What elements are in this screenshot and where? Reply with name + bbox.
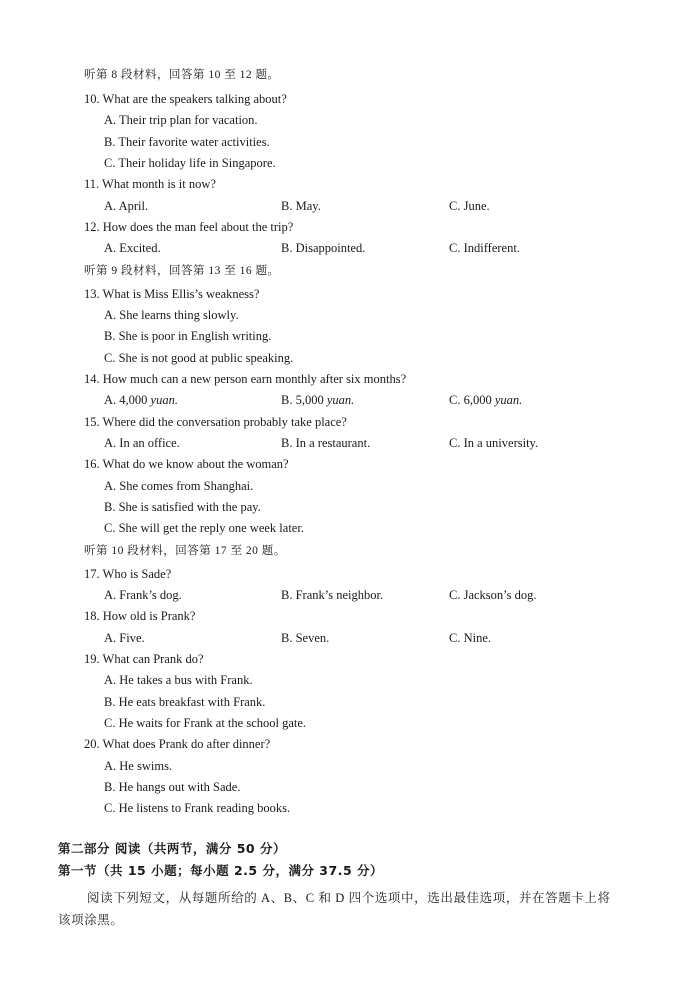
- question-13-stem: 13. What is Miss Ellis’s weakness?: [84, 287, 260, 301]
- question-16-option-a: A. She comes from Shanghai.: [104, 479, 254, 493]
- question-11-option-a: A. April.: [104, 199, 149, 213]
- question-17-option-a: A. Frank’s dog.: [104, 588, 182, 602]
- question-18-option-c: C. Nine.: [449, 631, 492, 645]
- question-15-stem: 15. Where did the conversation probably take place?: [84, 415, 347, 429]
- reading-instruction-line-2: 该项涂黑。: [58, 913, 124, 927]
- question-14-stem: 14. How much can a new person earn monthly after six months?: [84, 372, 407, 386]
- question-17-option-b: B. Frank’s neighbor.: [281, 588, 384, 602]
- question-11-option-b: B. May.: [281, 199, 321, 213]
- question-13-option-b: B. She is poor in English writing.: [104, 329, 272, 343]
- reading-part-title: 第二部分 阅读（共两节，满分 50 分）: [58, 841, 286, 856]
- question-12-option-b: B. Disappointed.: [281, 241, 366, 255]
- question-12-option-a: A. Excited.: [104, 241, 161, 255]
- question-10-option-c: C. Their holiday life in Singapore.: [104, 156, 276, 170]
- question-20-stem: 20. What does Prank do after dinner?: [84, 737, 271, 751]
- question-14-option-b: [281, 392, 354, 408]
- section-8-note: 听第 8 段材料，回答第 10 至 12 题。: [84, 69, 280, 81]
- section-10-note: 听第 10 段材料，回答第 17 至 20 题。: [84, 545, 286, 557]
- question-15-option-c: C. In a university.: [449, 436, 539, 450]
- question-20-option-b: B. He hangs out with Sade.: [104, 780, 241, 794]
- question-10-option-b: B. Their favorite water activities.: [104, 135, 270, 149]
- question-11-stem: 11. What month is it now?: [84, 177, 216, 191]
- section-9-note: 听第 9 段材料，回答第 13 至 16 题。: [84, 265, 280, 277]
- question-11-option-c: C. June.: [449, 199, 490, 213]
- question-16-option-c: C. She will get the reply one week later.: [104, 521, 304, 535]
- question-19-option-a: A. He takes a bus with Frank.: [104, 673, 253, 687]
- question-12-stem: 12. How does the man feel about the trip?: [84, 220, 294, 234]
- question-12-option-c: C. Indifferent.: [449, 241, 520, 255]
- question-19-stem: 19. What can Prank do?: [84, 652, 204, 666]
- question-14-option-c-amount: C. 6,000: [449, 393, 492, 407]
- reading-section-title: 第一节（共 15 小题；每小题 2.5 分，满分 37.5 分）: [58, 863, 383, 878]
- question-14-option-a-amount: A. 4,000: [104, 393, 148, 407]
- question-13-option-c: C. She is not good at public speaking.: [104, 351, 294, 365]
- question-16-stem: 16. What do we know about the woman?: [84, 457, 289, 471]
- reading-instruction-line-1: 阅读下列短文，从每题所给的 A、B、C 和 D 四个选项中，选出最佳选项，并在答题卡上将: [87, 891, 611, 905]
- question-13-option-a: A. She learns thing slowly.: [104, 308, 239, 322]
- question-19-option-c: C. He waits for Frank at the school gate.: [104, 716, 307, 730]
- question-14-option-a: [104, 392, 178, 408]
- question-14-option-c: [449, 392, 522, 408]
- question-14-option-b-unit: yuan.: [326, 393, 355, 407]
- question-18-stem: 18. How old is Prank?: [84, 609, 196, 623]
- question-15-option-a: A. In an office.: [104, 436, 180, 450]
- question-16-option-b: B. She is satisfied with the pay.: [104, 500, 261, 514]
- question-10-stem: 10. What are the speakers talking about?: [84, 92, 287, 106]
- question-20-option-c: C. He listens to Frank reading books.: [104, 801, 291, 815]
- question-14-option-c-unit: yuan.: [494, 393, 523, 407]
- question-15-option-b: B. In a restaurant.: [281, 436, 371, 450]
- question-20-option-a: A. He swims.: [104, 759, 173, 773]
- question-19-option-b: B. He eats breakfast with Frank.: [104, 695, 266, 709]
- question-17-option-c: C. Jackson’s dog.: [449, 588, 537, 602]
- question-17-stem: 17. Who is Sade?: [84, 567, 172, 581]
- question-18-option-a: A. Five.: [104, 631, 145, 645]
- question-14-option-b-amount: B. 5,000: [281, 393, 324, 407]
- question-18-option-b: B. Seven.: [281, 631, 330, 645]
- question-14-option-a-unit: yuan.: [150, 393, 178, 407]
- question-10-option-a: A. Their trip plan for vacation.: [104, 113, 258, 127]
